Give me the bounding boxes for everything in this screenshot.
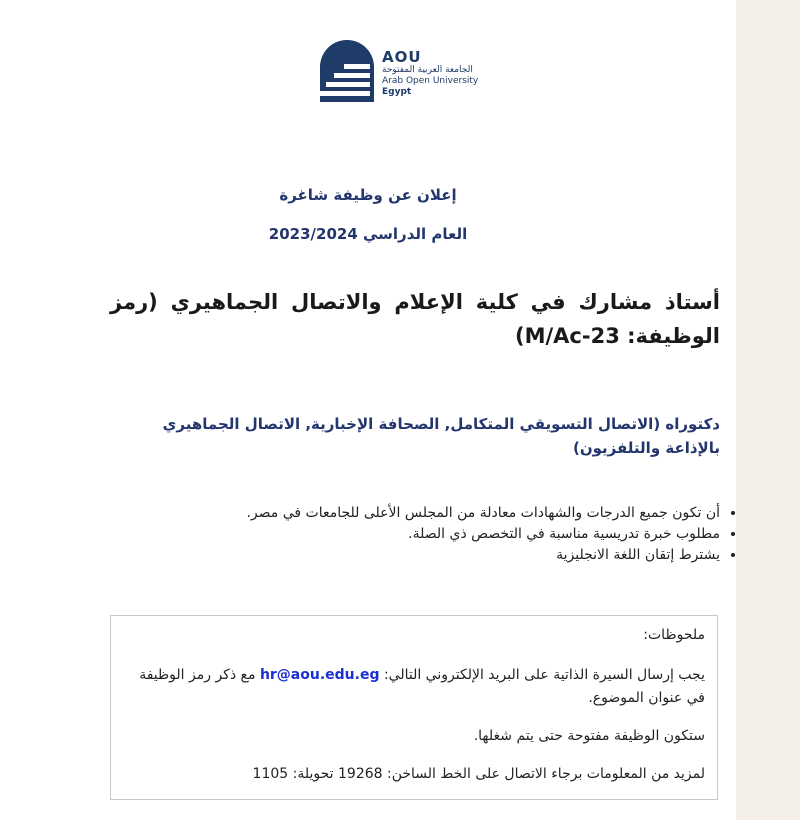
requirement-item: • أن تكون جميع الدرجات والشهادات معادلة من المجلس الأعلى للجامعات في مصر. xyxy=(110,503,720,524)
requirements-list xyxy=(110,503,738,566)
email-instruction: يجب إرسال السيرة الذاتية على البريد الإلكتروني التالي: xyxy=(383,667,705,683)
logo-name-ar: الجامعة العربية المفتوحة xyxy=(382,65,473,75)
aou-logo-mark xyxy=(320,40,374,102)
open-until-note: ستكون الوظيفة مفتوحة حتى يتم شغلها. xyxy=(473,728,705,744)
notes-box xyxy=(110,615,718,800)
hr-email-link[interactable]: hr@aou.edu.eg xyxy=(259,667,380,683)
logo-name-en: Arab Open University xyxy=(382,76,479,86)
aou-logo xyxy=(320,40,520,106)
hotline-note: لمزيد من المعلومات برجاء الاتصال على الخط الساخن: 19268 تحويلة: 1105 xyxy=(252,766,705,782)
side-strip xyxy=(736,0,800,820)
email-instruction-suffix: مع ذكر رمز الوظيفة في عنوان الموضوع. xyxy=(139,667,705,706)
announcement-heading: إعلان عن وظيفة شاغرة xyxy=(279,186,457,204)
notes-title: ملحوظات: xyxy=(643,627,705,643)
position-title: أستاذ مشارك في كلية الإعلام والاتصال الجماهيري (رمز الوظيفة: M/Ac-23) xyxy=(110,290,720,348)
requirement-item: • مطلوب خبرة تدريسية مناسبة في التخصص ذي الصلة. xyxy=(110,524,720,545)
notes-email-line xyxy=(121,664,705,710)
academic-year: العام الدراسي 2023/2024 xyxy=(268,225,468,243)
aou-logo-text xyxy=(382,50,478,98)
logo-country: Egypt xyxy=(382,87,412,97)
requirement-item: • يشترط إتقان اللغة الانجليزية xyxy=(110,545,720,566)
specialization: دكتوراه (الاتصال التسويقي المتكامل, الصحافة الإخبارية, الاتصال الجماهيري بالإذاعة والتلفزيون) xyxy=(162,415,720,457)
logo-abbr: AOU xyxy=(382,48,422,66)
